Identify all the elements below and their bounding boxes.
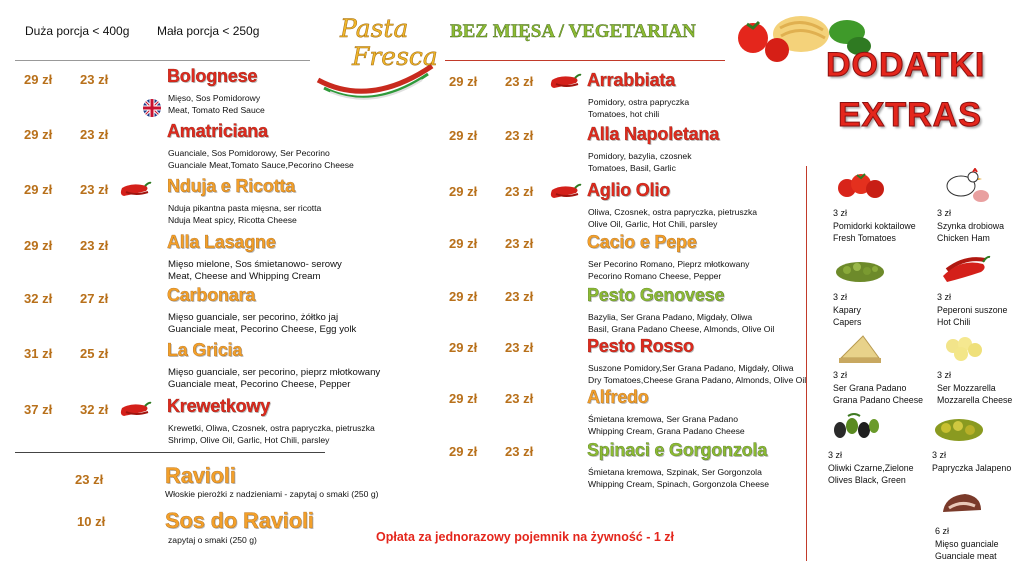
large-price: 29 zł xyxy=(24,72,53,87)
extra-name-en: Mozzarella Cheese xyxy=(937,395,1012,405)
dish-desc-en: Guanciale meat, Pecorino Cheese, Egg yolk xyxy=(168,324,357,335)
logo-text-fresca: Fresca xyxy=(352,42,438,71)
dish-name: Aglio Olio xyxy=(587,180,670,200)
container-fee-note: Opłata za jednorazowy pojemnik na żywność - 1 zł xyxy=(376,530,674,544)
uk-flag-icon xyxy=(143,99,161,117)
extra-name-en: Capers xyxy=(833,317,862,327)
extra-name-pl: Pomidorki koktailowe xyxy=(833,221,916,231)
large-price: 29 zł xyxy=(449,289,478,304)
dish-desc-en: Nduja Meat spicy, Ricotta Cheese xyxy=(168,215,297,225)
small-price: 23 zł xyxy=(505,184,534,199)
large-portion-label: Duża porcja < 400g xyxy=(25,24,130,38)
small-price: 23 zł xyxy=(505,128,534,143)
dish-desc-en: Dry Tomatoes,Cheese Grana Padano, Almonds, Olive Oil xyxy=(588,375,807,385)
vegetarian-title: BEZ MIĘSA / VEGETARIAN xyxy=(450,21,696,42)
large-price: 32 zł xyxy=(24,291,53,306)
extras-title-pl: DODATKI xyxy=(826,46,986,84)
extra-name-en: Guanciale meat xyxy=(935,551,997,561)
dish-desc-pl: Suszone Pomidory,Ser Grana Padano, Migdały, Oliwa xyxy=(588,363,794,373)
chili-pepper-icon xyxy=(548,72,582,92)
dish-desc-pl: Śmietana kremowa, Ser Grana Padano xyxy=(588,414,738,424)
dish-desc-en: Pecorino Romano Cheese, Pepper xyxy=(588,271,722,281)
extra-price: 6 zł xyxy=(935,526,950,536)
extra-name-pl: Ser Mozzarella xyxy=(937,383,996,393)
dish-desc-pl: Guanciale, Sos Pomidorowy, Ser Pecorino xyxy=(168,148,330,158)
extra-name-en: Olives Black, Green xyxy=(828,475,906,485)
extra-price: 3 zł xyxy=(932,450,947,460)
dish-desc-en: Meat, Cheese and Whipping Cream xyxy=(168,271,321,282)
extra-price: 3 zł xyxy=(833,208,848,218)
small-price: 25 zł xyxy=(80,346,109,361)
extra-name-pl: Oliwki Czarne,Zielone xyxy=(828,463,914,473)
dish-desc-pl: Mięso guanciale, ser pecorino, żółtko jaj xyxy=(168,312,339,323)
small-portion-label: Mała porcja < 250g xyxy=(157,24,260,38)
dish-desc-pl: Ser Pecorino Romano, Pieprz młotkowany xyxy=(588,259,750,269)
extra-price: 3 zł xyxy=(833,292,848,302)
dish-desc-en: Meat, Tomato Red Sauce xyxy=(168,105,265,115)
chili-pepper-icon xyxy=(548,182,582,202)
sos-ravioli-price: 10 zł xyxy=(77,514,106,529)
extra-name-en: Fresh Tomatoes xyxy=(833,233,896,243)
dish-name: La Gricia xyxy=(167,340,243,360)
dish-desc-pl: Nduja pikantna pasta mięsna, ser ricotta xyxy=(168,203,322,213)
dish-desc-pl: Mięso guanciale, ser pecorino, pieprz młotkowany xyxy=(168,367,381,378)
large-price: 29 zł xyxy=(449,184,478,199)
large-price: 29 zł xyxy=(449,74,478,89)
large-price: 29 zł xyxy=(24,127,53,142)
large-price: 29 zł xyxy=(449,236,478,251)
ravioli-divider xyxy=(15,452,325,453)
large-price: 29 zł xyxy=(449,444,478,459)
small-price: 23 zł xyxy=(505,289,534,304)
dish-desc-pl: Śmietana kremowa, Szpinak, Ser Gorgonzola xyxy=(588,467,762,477)
pasta-fresca-logo xyxy=(310,8,440,108)
large-price: 37 zł xyxy=(24,402,53,417)
extra-price: 3 zł xyxy=(937,208,952,218)
vegetarian-divider xyxy=(445,60,725,61)
header-divider-left xyxy=(15,60,310,61)
extra-name-en: Hot Chili xyxy=(937,317,971,327)
extra-price: 3 zł xyxy=(937,370,952,380)
small-price: 23 zł xyxy=(505,444,534,459)
sos-ravioli-desc: zapytaj o smaki (250 g) xyxy=(168,535,257,545)
large-price: 29 zł xyxy=(449,391,478,406)
large-price: 31 zł xyxy=(24,346,53,361)
extras-divider xyxy=(806,166,807,561)
olives-icon xyxy=(828,410,882,446)
small-price: 27 zł xyxy=(80,291,109,306)
dish-name: Spinaci e Gorgonzola xyxy=(587,440,768,460)
dish-desc-pl: Pomidory, ostra papryczka xyxy=(588,97,690,107)
dish-desc-en: Guanciale Meat,Tomato Sauce,Pecorino Cheese xyxy=(168,160,354,170)
dish-name: Amatriciana xyxy=(167,121,268,141)
extra-name-en: Chicken Ham xyxy=(937,233,990,243)
dish-desc-pl: Krewetki, Oliwa, Czosnek, ostra papryczka, pietruszka xyxy=(168,423,375,433)
small-price: 23 zł xyxy=(80,72,109,87)
dish-name: Alla Lasagne xyxy=(167,232,276,252)
dish-desc-pl: Pomidory, bazylia, czosnek xyxy=(588,151,692,161)
small-price: 23 zł xyxy=(505,340,534,355)
dish-name: Krewetkowy xyxy=(167,396,271,416)
chili-pepper-icon xyxy=(118,180,152,200)
dish-name: Nduja e Ricotta xyxy=(167,176,296,196)
dish-name: Alfredo xyxy=(587,387,649,407)
dish-desc-en: Whipping Cream, Spinach, Gorgonzola Cheese xyxy=(588,479,770,489)
large-price: 29 zł xyxy=(24,238,53,253)
dish-name: Pesto Genovese xyxy=(587,285,725,305)
small-price: 23 zł xyxy=(80,127,109,142)
extra-price: 3 zł xyxy=(828,450,843,460)
small-price: 23 zł xyxy=(80,238,109,253)
extra-name-en: Grana Padano Cheese xyxy=(833,395,923,405)
extra-name-pl: Szynka drobiowa xyxy=(937,221,1004,231)
dish-desc-pl: Bazylia, Ser Grana Padano, Migdały, Oliwa xyxy=(588,312,753,322)
large-price: 29 zł xyxy=(24,182,53,197)
dish-desc-pl: Mięso mielone, Sos śmietanowo- serowy xyxy=(168,259,342,270)
extra-price: 3 zł xyxy=(833,370,848,380)
tomatoes-icon xyxy=(833,168,887,204)
jalapeno-icon xyxy=(932,410,986,446)
extras-title-en: EXTRAS xyxy=(838,96,982,134)
small-price: 23 zł xyxy=(505,236,534,251)
dish-desc-pl: Mięso, Sos Pomidorowy xyxy=(168,93,261,103)
small-price: 23 zł xyxy=(505,391,534,406)
dish-name: Cacio e Pepe xyxy=(587,232,697,252)
dish-name: Pesto Rosso xyxy=(587,336,694,356)
ravioli-name: Ravioli xyxy=(165,463,236,488)
logo-text-pasta: Pasta xyxy=(340,14,409,43)
extra-name-pl: Kapary xyxy=(833,305,861,315)
ravioli-desc: Włoskie pierożki z nadzieniami - zapytaj o smaki (250 g) xyxy=(165,489,379,499)
small-price: 23 zł xyxy=(505,74,534,89)
parmesan-cheese-icon xyxy=(833,330,887,366)
large-price: 29 zł xyxy=(449,340,478,355)
dish-desc-en: Whipping Cream, Grana Padano Cheese xyxy=(588,426,745,436)
guanciale-meat-icon xyxy=(935,486,989,522)
dish-name: Alla Napoletana xyxy=(587,124,720,144)
sos-ravioli-name: Sos do Ravioli xyxy=(165,508,314,533)
dish-name: Carbonara xyxy=(167,285,256,305)
large-price: 29 zł xyxy=(449,128,478,143)
dish-name: Arrabbiata xyxy=(587,70,676,90)
extra-price: 3 zł xyxy=(937,292,952,302)
extra-name-pl: Peperoni suszone xyxy=(937,305,1008,315)
dish-desc-en: Olive Oil, Garlic, Hot Chili, parsley xyxy=(588,219,718,229)
chili-pepper-icon xyxy=(118,400,152,420)
dish-desc-en: Tomatoes, hot chili xyxy=(588,109,660,119)
extra-name-pl: Ser Grana Padano xyxy=(833,383,907,393)
dish-desc-en: Shrimp, Olive Oil, Garlic, Hot Chili, parsley xyxy=(168,435,330,445)
small-price: 23 zł xyxy=(80,182,109,197)
dish-desc-en: Guanciale meat, Pecorino Cheese, Pepper xyxy=(168,379,351,390)
extra-name-pl: Mięso guanciale xyxy=(935,539,999,549)
ravioli-price: 23 zł xyxy=(75,472,104,487)
extra-name-pl: Papryczka Jalapeno xyxy=(932,463,1012,473)
dish-desc-en: Tomatoes, Basil, Garlic xyxy=(588,163,676,173)
small-price: 32 zł xyxy=(80,402,109,417)
mozzarella-icon xyxy=(937,330,991,366)
dish-desc-pl: Oliwa, Czosnek, ostra papryczka, pietruszka xyxy=(588,207,758,217)
dish-desc-en: Basil, Grana Padano Cheese, Almonds, Olive Oil xyxy=(588,324,775,334)
chicken-icon xyxy=(937,168,991,204)
capers-icon xyxy=(833,252,887,288)
dish-name: Bolognese xyxy=(167,66,258,86)
chili-pepper-icon xyxy=(937,252,991,288)
